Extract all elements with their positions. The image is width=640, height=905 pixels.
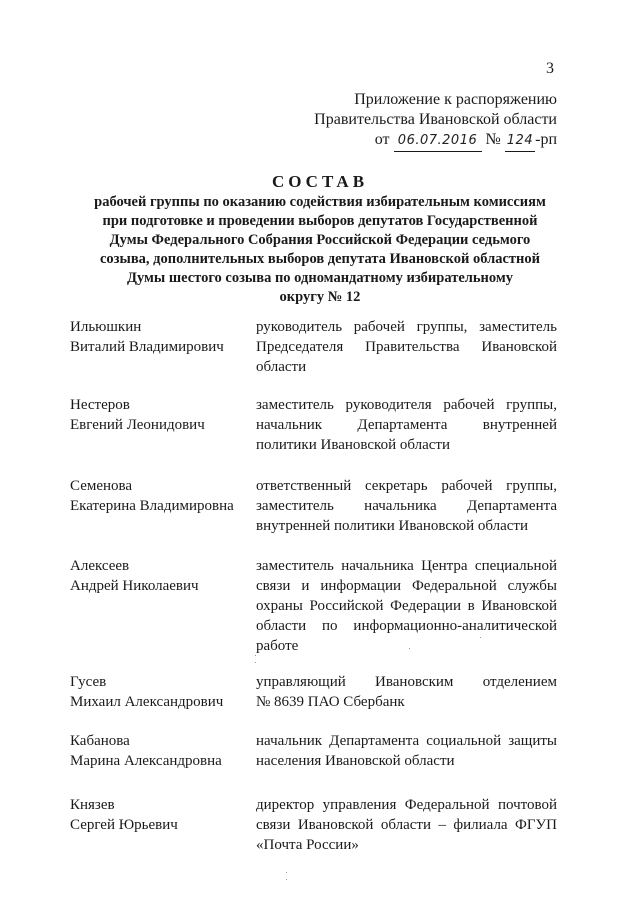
scan-artifact (286, 872, 287, 873)
subtitle-line: округу № 12 (279, 289, 361, 305)
member-role (256, 795, 557, 855)
member-surname: Гусев (70, 674, 107, 690)
appendix-line-1: Приложение к распоряжению (354, 91, 557, 108)
member-surname: Кабанова (70, 733, 130, 749)
role-line: заместитель руководителя рабочей группы, (256, 397, 557, 413)
appendix-from: от (374, 131, 390, 148)
member-given-names: Екатерина Владимировна (70, 498, 234, 514)
document-subtitle (60, 193, 580, 307)
member-given-names: Михаил Александрович (70, 694, 224, 710)
handwritten-number: 124 (505, 131, 535, 152)
member-given-names: Евгений Леонидович (70, 417, 205, 433)
subtitle-line: рабочей группы по оказанию содействия избирательным комиссиям (94, 194, 546, 210)
role-line: начальник Департамента внутренней (256, 417, 557, 433)
role-line: директор управления Федеральной почтовой (256, 797, 557, 813)
handwritten-date: 06.07.2016 (394, 131, 482, 152)
member-role (256, 731, 557, 771)
appendix-header (314, 90, 557, 152)
role-line: заместитель начальника Центра специальной (256, 558, 557, 574)
member-surname: Алексеев (70, 558, 130, 574)
subtitle-line: при подготовке и проведении выборов депутатов Государственной (102, 213, 538, 229)
subtitle-line: созыва, дополнительных выборов депутата Ивановской областной (100, 251, 540, 267)
role-line: ответственный секретарь рабочей группы, (256, 478, 557, 494)
member-name (70, 556, 250, 596)
subtitle-line: Думы Федерального Собрания Российской Федерации седьмого (109, 232, 531, 248)
appendix-line-3 (314, 130, 557, 152)
member-name (70, 317, 250, 357)
role-line: охраны Российской Федерации в Ивановской (256, 598, 557, 614)
subtitle-line: Думы шестого созыва по одномандатному избирательному (126, 270, 514, 286)
role-line: начальник Департамента социальной защиты (256, 733, 557, 749)
role-line: Председателя Правительства Ивановской (256, 339, 557, 355)
number-suffix: -рп (535, 131, 557, 148)
role-line: работе (256, 638, 299, 654)
member-role (256, 556, 557, 656)
member-surname: Семенова (70, 478, 133, 494)
appendix-line-2: Правительства Ивановской области (314, 111, 557, 128)
role-line: области по информационно-аналитической (256, 618, 557, 634)
role-line: заместитель начальника Департамента (256, 498, 557, 514)
page-number: 3 (546, 60, 554, 77)
member-surname: Ильюшкин (70, 319, 142, 335)
role-line: связи и информации Федеральной службы (256, 578, 557, 594)
number-sign: № (485, 131, 501, 148)
member-given-names: Виталий Владимирович (70, 339, 224, 355)
member-given-names: Андрей Николаевич (70, 578, 199, 594)
scan-artifact (255, 655, 256, 656)
role-line: № 8639 ПАО Сбербанк (256, 694, 405, 710)
role-line: области (256, 359, 307, 375)
member-role (256, 317, 557, 377)
role-line: политики Ивановской области (256, 437, 450, 453)
member-name (70, 795, 250, 835)
scan-artifact (286, 879, 287, 880)
role-line: связи Ивановской области – филиала ФГУП (256, 817, 557, 833)
member-role (256, 476, 557, 536)
role-line: внутренней политики Ивановской области (256, 518, 528, 534)
role-line: руководитель рабочей группы, заместитель (256, 319, 557, 335)
member-name (70, 731, 250, 771)
member-surname: Князев (70, 797, 115, 813)
member-name (70, 672, 250, 712)
member-name (70, 395, 250, 435)
member-given-names: Сергей Юрьевич (70, 817, 178, 833)
document-title: СОСТАВ (271, 172, 369, 191)
scan-artifact (480, 637, 481, 638)
member-name (70, 476, 250, 516)
member-given-names: Марина Александровна (70, 753, 222, 769)
scan-artifact (409, 648, 410, 649)
role-line: управляющий Ивановским отделением (256, 674, 557, 690)
member-surname: Нестеров (70, 397, 130, 413)
member-role (256, 395, 557, 455)
member-role (256, 672, 557, 712)
scan-artifact (255, 662, 256, 663)
role-line: населения Ивановской области (256, 753, 455, 769)
role-line: «Почта России» (256, 837, 359, 853)
